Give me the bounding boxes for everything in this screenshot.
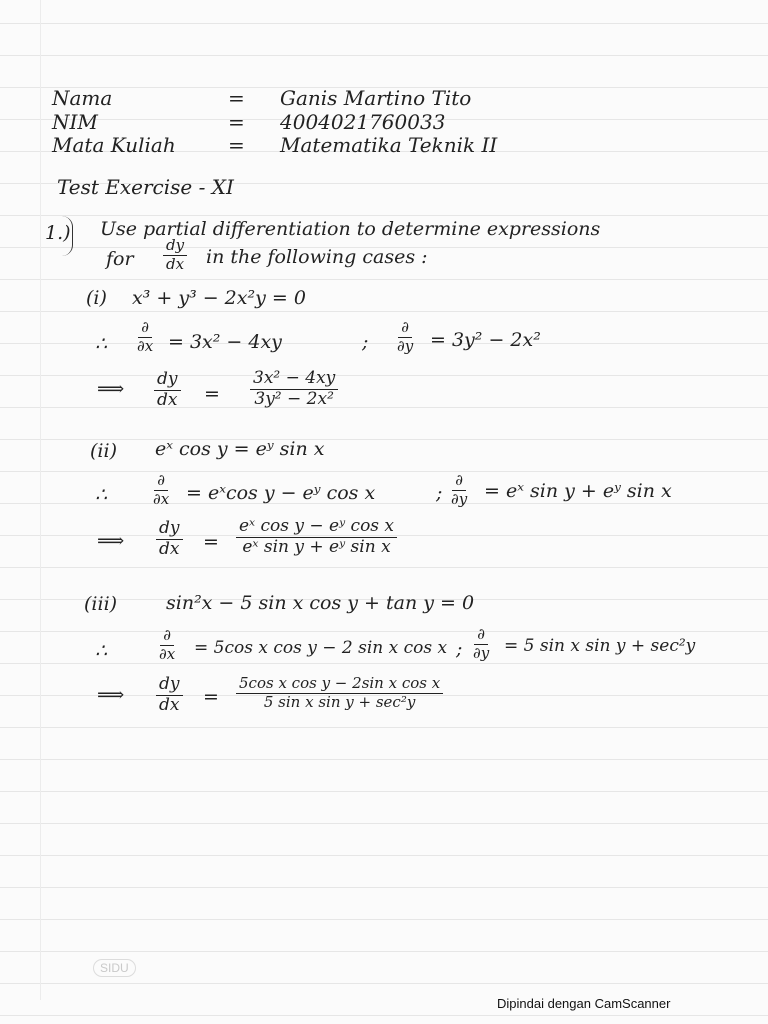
sep-mata-kuliah: = [228, 133, 245, 157]
case-2-dydx-den: dx [159, 538, 180, 559]
case-3-partial-x-op [156, 628, 178, 663]
case-1-dydx [154, 371, 181, 410]
case-2-result-den: eˣ sin y + eʸ sin x [242, 536, 391, 557]
case-2-partial-y-op [448, 473, 470, 508]
question-line-2: in the following cases : [206, 246, 428, 268]
question-line-1: Use partial differentiation to determine expressions [100, 218, 601, 240]
case-2-dydx-num: dy [156, 520, 183, 540]
case-1-label: (i) [86, 287, 107, 309]
case-3-implies: ⟹ [97, 684, 125, 706]
case-3-partial-x-expr: = 5cos x cos y − 2 sin x cos x [194, 638, 448, 658]
value-mata-kuliah: Matematika Teknik II [280, 133, 498, 157]
question-dydx [163, 238, 187, 273]
case-2-eq: = [203, 531, 219, 553]
case-1-implies: ⟹ [97, 378, 125, 400]
case-3-partial-x-den: ∂x [159, 644, 176, 663]
case-3-equation: sin²x − 5 sin x cos y + tan y = 0 [166, 592, 475, 614]
case-2-partial-y-expr: = eˣ sin y + eʸ sin x [484, 480, 672, 502]
question-number: 1.) [45, 222, 71, 244]
case-2-therefore: ∴ [95, 484, 108, 506]
case-1-partial-x-op [134, 320, 156, 355]
case-2-partial-y-num: ∂ [452, 473, 466, 491]
faint-stamp: SIDU [93, 959, 136, 977]
case-2-partial-x-den: ∂x [153, 489, 170, 508]
scanner-watermark: Dipindai dengan CamScanner [497, 996, 671, 1011]
case-1-eq: = [204, 383, 220, 405]
case-3-semicolon: ; [456, 638, 463, 660]
question-bracket [62, 216, 73, 256]
case-3-dydx [156, 676, 183, 715]
case-1-result-den: 3y² − 2x² [254, 388, 334, 409]
case-1-semicolon: ; [362, 331, 369, 353]
test-title: Test Exercise - XI [57, 175, 234, 199]
case-2-equation: eˣ cos y = eʸ sin x [155, 438, 325, 460]
case-3-partial-y-den: ∂y [473, 643, 490, 662]
case-2-result [236, 518, 397, 557]
case-2-implies: ⟹ [97, 530, 125, 552]
case-2-label: (ii) [90, 440, 117, 462]
case-1-dydx-den: dx [157, 389, 178, 410]
case-1-result-num: 3x² − 4xy [250, 370, 338, 390]
question-dydx-den: dx [166, 254, 185, 273]
case-3-therefore: ∴ [95, 640, 108, 662]
case-2-result-num: eˣ cos y − eʸ cos x [236, 518, 397, 538]
case-1-partial-x-den: ∂x [137, 336, 154, 355]
case-1-partial-x-expr: = 3x² − 4xy [168, 331, 282, 353]
case-1-partial-y-den: ∂y [397, 336, 414, 355]
case-3-result [236, 676, 443, 711]
case-2-semicolon: ; [436, 482, 443, 504]
case-2-partial-x-expr: = eˣcos y − eʸ cos x [186, 482, 376, 504]
case-1-partial-x-num: ∂ [138, 320, 152, 338]
case-2-dydx [156, 520, 183, 559]
case-2-partial-y-den: ∂y [451, 489, 468, 508]
case-3-result-den: 5 sin x sin y + sec²y [263, 692, 416, 711]
paper-margin [40, 0, 41, 1000]
label-mata-kuliah: Mata Kuliah [52, 133, 176, 157]
value-nama: Ganis Martino Tito [280, 86, 472, 110]
case-3-partial-x-num: ∂ [160, 628, 174, 646]
case-3-label: (iii) [84, 593, 118, 615]
case-1-partial-y-op [394, 320, 416, 355]
label-nama: Nama [52, 86, 113, 110]
case-3-eq: = [203, 686, 219, 708]
case-1-equation: x³ + y³ − 2x²y = 0 [132, 287, 306, 309]
case-1-therefore: ∴ [95, 333, 108, 355]
sep-nama: = [228, 86, 245, 110]
case-3-result-num: 5cos x cos y − 2sin x cos x [236, 676, 443, 694]
case-3-partial-y-num: ∂ [474, 627, 488, 645]
case-2-partial-x-num: ∂ [154, 473, 168, 491]
case-1-partial-y-num: ∂ [398, 320, 412, 338]
case-3-partial-y-op [470, 627, 492, 662]
case-3-partial-y-expr: = 5 sin x sin y + sec²y [504, 636, 696, 656]
value-nim: 4004021760033 [280, 110, 446, 134]
question-dydx-num: dy [163, 238, 187, 256]
case-1-dydx-num: dy [154, 371, 181, 391]
sep-nim: = [228, 110, 245, 134]
case-1-partial-y-expr: = 3y² − 2x² [430, 329, 541, 351]
case-3-dydx-den: dx [159, 694, 180, 715]
label-nim: NIM [52, 110, 98, 134]
case-3-dydx-num: dy [156, 676, 183, 696]
case-1-result [250, 370, 338, 409]
case-2-partial-x-op [150, 473, 172, 508]
question-for: for [106, 248, 134, 270]
